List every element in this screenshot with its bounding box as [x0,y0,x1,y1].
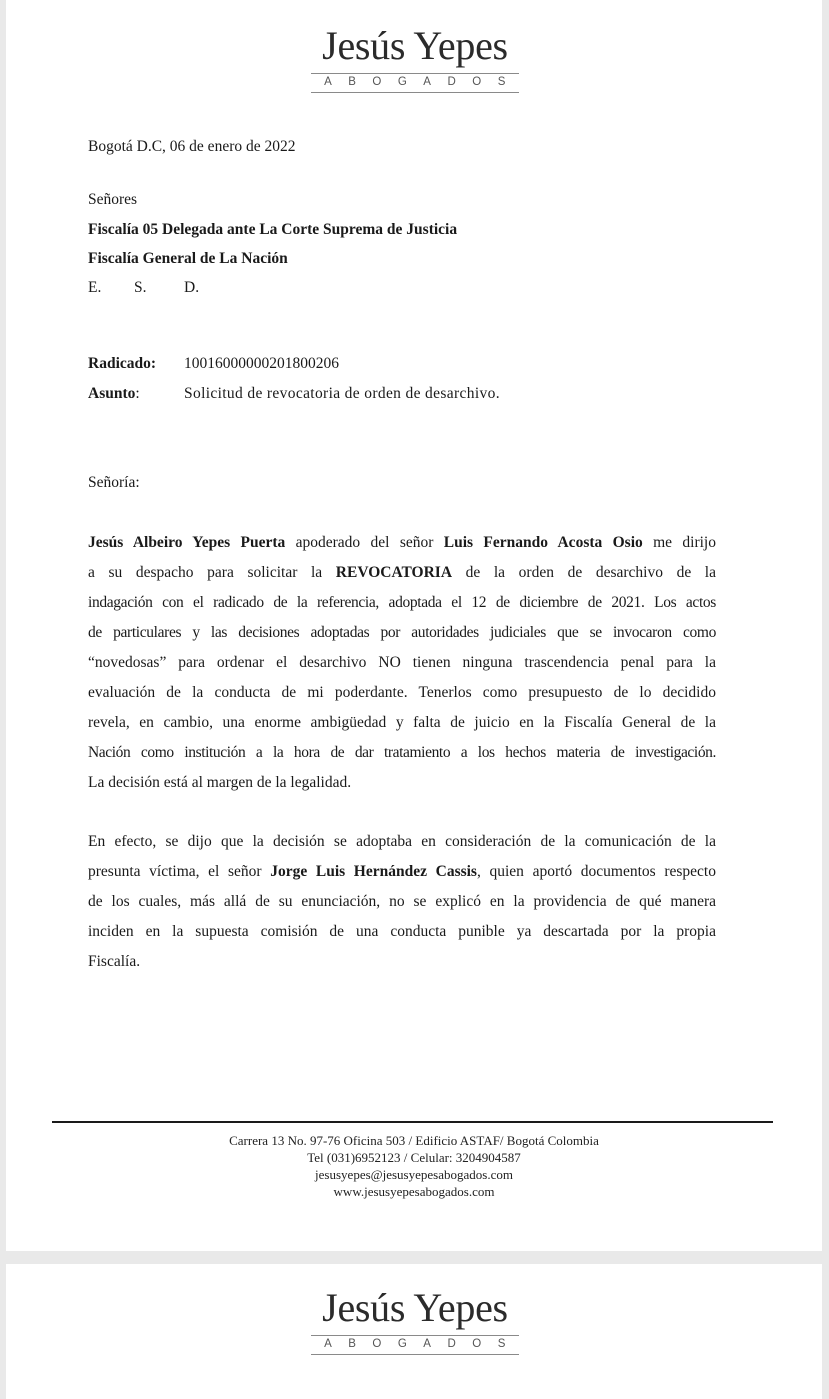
date-line: Bogotá D.C, 06 de enero de 2022 [88,138,296,155]
p2-line-2: presunta víctima, el señor Jorge Luis Hernández Cassis, quien aportó documentos respecto [88,863,716,880]
radicado-value: 10016000000201800206 [184,355,339,372]
asunto-label: Asunto [88,385,136,402]
letterhead-logo-page-2 [305,1285,525,1350]
radicado-label: Radicado: [88,355,157,372]
recipient-line-1: Fiscalía 05 Delegada ante La Corte Suprema de Justicia [88,221,458,238]
author-name: Jesús Albeiro Yepes Puerta [88,534,286,551]
p1-line-1: Jesús Albeiro Yepes Puerta apoderado del señor Luis Fernando Acosta Osio me dirijo [88,534,716,551]
logo-rule-bottom [311,1354,519,1355]
p2-line-4: inciden en la supuesta comisión de una conducta punible ya descartada por la propia [88,923,716,940]
p1-line-7: revela, en cambio, una enorme ambigüedad y falta de juicio en la Fiscalía General de la [88,714,716,731]
p1-line-9: La decisión está al margen de la legalidad. [88,774,352,791]
logo-subtitle: ABOGADOS [324,76,522,88]
footer-address: Carrera 13 No. 97-76 Oficina 503 / Edificio ASTAF/ Bogotá Colombia [229,1133,599,1148]
p1-line-4: de particulares y las decisiones adoptadas por autoridades judiciales que se invocaron como [88,624,716,641]
p1-line-3: indagación con el radicado de la referencia, adoptada el 12 de diciembre de 2021. Los actos [88,594,716,611]
asunto-colon: : [135,385,140,402]
p1-line-8: Nación como institución a la hora de dar tratamiento a los hechos materia de investigación. [88,744,716,761]
recipient-salutation: Señores [88,191,138,208]
footer-phones: Tel (031)6952123 / Celular: 3204904587 [307,1150,521,1165]
esd-d: D. [184,279,200,296]
p2-line-3: de los cuales, más allá de su enunciación, no se explicó en la providencia de qué manera [88,893,716,910]
logo-rule-top [311,1335,519,1336]
letterhead-logo [305,23,525,88]
p1-line-2: a su despacho para solicitar la REVOCATORIA de la orden de desarchivo de la [88,564,716,581]
p2-line-1: En efecto, se dijo que la decisión se adoptaba en consideración de la comunicación de la [88,833,716,850]
asunto-label-line [88,386,140,402]
asunto-value: Solicitud de revocatoria de orden de desarchivo. [184,385,500,402]
logo-name: Jesús Yepes [322,1285,508,1330]
recipient-esd [88,280,199,296]
p1-line-5: “novedosas” para ordenar el desarchivo NO tienen ninguna trascendencia penal para la [88,654,716,671]
victim-name: Jorge Luis Hernández Cassis [270,863,477,880]
footer-contact [6,1132,822,1200]
recipient-line-2: Fiscalía General de La Nación [88,250,288,267]
logo-rule-top [311,73,519,74]
paragraph-1 [88,528,716,798]
esd-e: E. [88,279,102,296]
document-page-2 [6,1264,822,1399]
logo-subtitle: ABOGADOS [324,1338,522,1350]
footer-website: www.jesusyepesabogados.com [333,1184,495,1199]
footer-divider [52,1121,773,1123]
paragraph-2 [88,827,716,977]
footer-email: jesusyepes@jesusyepesabogados.com [315,1167,513,1182]
esd-s: S. [134,279,147,296]
revocatoria-emphasis: REVOCATORIA [335,564,453,581]
document-page-1 [6,0,822,1251]
p2-line-5: Fiscalía. [88,953,141,970]
logo-name: Jesús Yepes [322,23,508,68]
greeting: Señoría: [88,474,140,491]
logo-rule-bottom [311,92,519,93]
client-name: Luis Fernando Acosta Osio [443,534,643,551]
p1-line-6: evaluación de la conducta de mi poderdante. Tenerlos como presupuesto de lo decidido [88,684,716,701]
